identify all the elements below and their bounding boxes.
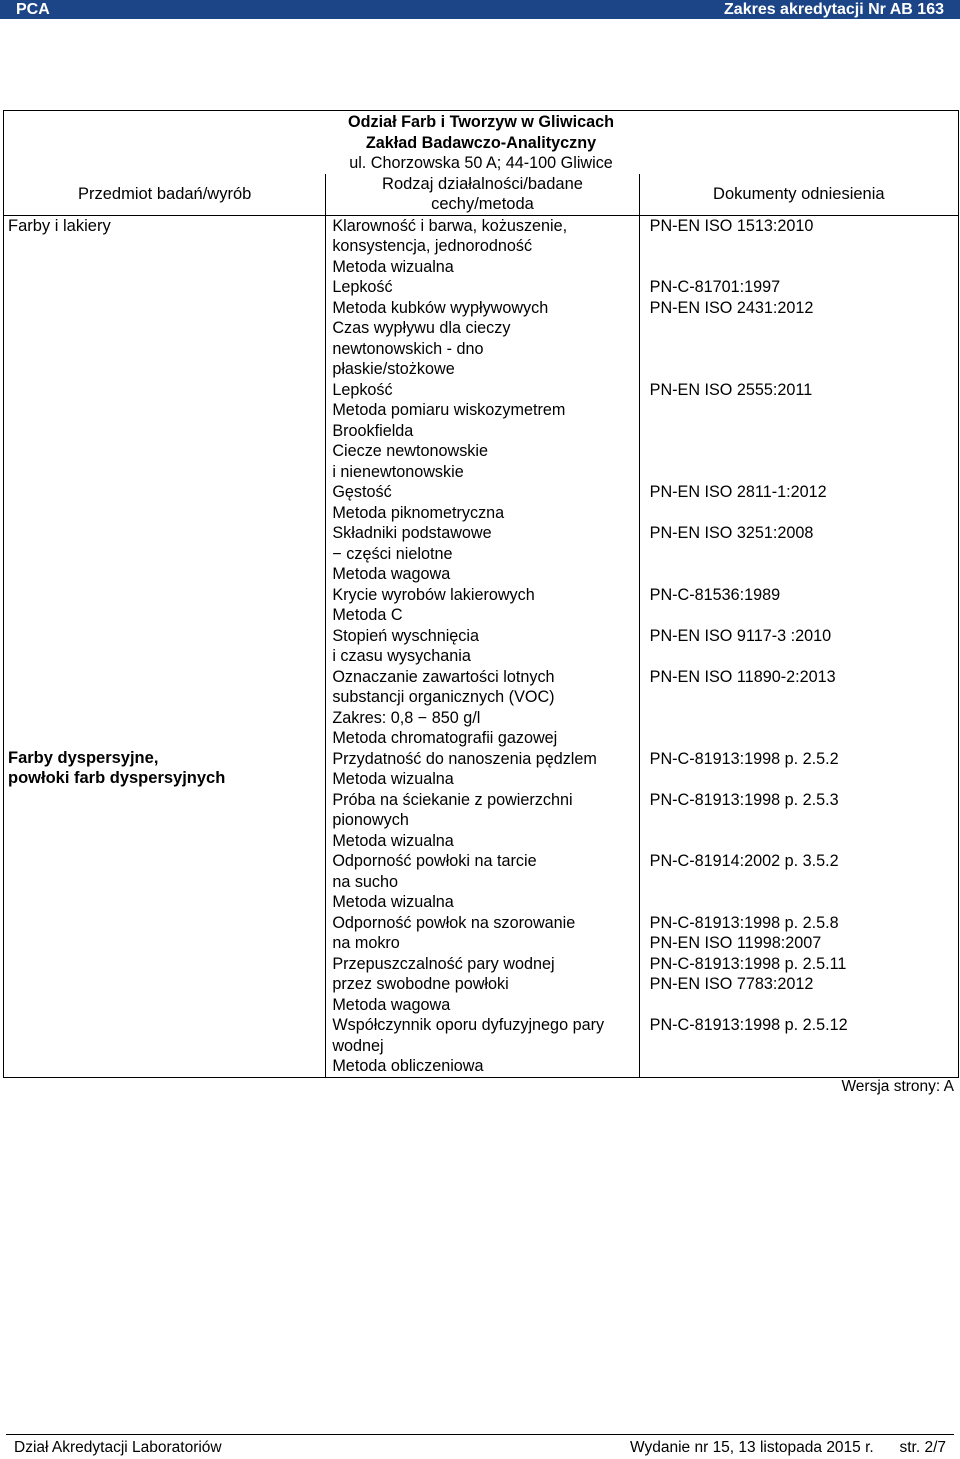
activity-line: pionowych (332, 811, 409, 829)
unit-header-row (4, 111, 959, 174)
column-header-row (4, 174, 959, 216)
activity-item (332, 585, 638, 626)
subject-dispersion-line1: Farby dyspersyjne, (8, 748, 159, 767)
reference-standard: PN-C-81701:1997 (649, 278, 781, 296)
activity-item (332, 626, 638, 667)
accreditation-table (3, 110, 959, 1078)
subject-column (4, 215, 326, 1077)
reference-item (650, 523, 958, 585)
reference-item (650, 585, 958, 626)
activity-line: Brookfielda (332, 421, 414, 440)
header-scope-title: Zakres akredytacji Nr AB 163 (724, 1, 944, 18)
activity-line: Metoda wizualna (332, 770, 454, 788)
activity-line: Metoda C (332, 606, 403, 624)
activity-line: konsystencja, jednorodność (332, 237, 533, 255)
page-header-bar (0, 0, 960, 19)
reference-standard: PN-C-81536:1989 (649, 585, 781, 604)
activity-item (332, 667, 638, 749)
activity-line: substancji organicznych (VOC) (332, 688, 555, 706)
reference-item (650, 482, 958, 523)
subject-dispersion-line2: powłoki farb dyspersyjnych (8, 769, 226, 787)
activity-line: Składniki podstawowe (332, 524, 492, 542)
reference-item (650, 380, 958, 483)
page-version: Wersja strony: A (841, 1078, 954, 1095)
header-org: PCA (16, 1, 50, 18)
activity-line: Lepkość (332, 278, 393, 296)
activity-line: Przydatność do nanoszenia pędzlem (332, 749, 597, 768)
activity-item (332, 749, 638, 790)
col-header-activity-line2: cechy/metoda (431, 195, 534, 213)
reference-standard: PN-C-81913:1998 p. 2.5.8 (649, 913, 839, 932)
activity-line: i nienewtonowskie (332, 462, 464, 481)
activity-item (332, 1015, 638, 1077)
unit-name: Odział Farb i Tworzyw w Gliwicach (348, 113, 614, 131)
reference-standard: PN-EN ISO 2811-1:2012 (649, 483, 827, 501)
activity-item (332, 380, 638, 483)
activity-line: Metoda pomiaru wiskozymetrem (332, 401, 566, 419)
reference-item (650, 790, 958, 852)
reference-standard: PN-C-81913:1998 p. 2.5.12 (649, 1016, 848, 1034)
activity-line: Odporność powłoki na tarcie (332, 852, 537, 870)
activity-line: na mokro (332, 934, 400, 952)
col-header-documents: Dokumenty odniesienia (639, 174, 958, 216)
activity-line: Ciecze newtonowskie (332, 442, 488, 460)
activity-item (332, 277, 638, 380)
activity-line: Klarowność i barwa, kożuszenie, (332, 216, 568, 235)
col-header-activity-line1: Rodzaj działalności/badane (382, 174, 583, 193)
activity-line: Metoda wagowa (332, 995, 451, 1014)
reference-item (650, 851, 958, 913)
unit-address: ul. Chorzowska 50 A; 44-100 Gliwice (349, 154, 613, 172)
reference-item (650, 1015, 958, 1077)
activity-item (332, 851, 638, 913)
activity-item (332, 482, 638, 523)
footer-divider (6, 1434, 954, 1435)
activity-line: Metoda wizualna (332, 893, 454, 911)
activity-line: przez swobodne powłoki (332, 975, 509, 993)
reference-item (650, 626, 958, 667)
activity-line: Czas wypływu dla cieczy (332, 319, 511, 337)
reference-standard: PN-EN ISO 11890-2:2013 (649, 667, 836, 686)
activity-line: Metoda obliczeniowa (332, 1057, 484, 1075)
activity-list (332, 216, 638, 1077)
reference-standard: PN-EN ISO 9117-3 :2010 (649, 626, 832, 645)
activity-item (332, 523, 638, 585)
col-header-subject: Przedmiot badań/wyrób (4, 174, 326, 216)
activity-line: newtonowskich - dno (332, 339, 484, 358)
reference-item (650, 216, 958, 278)
activity-line: Metoda wagowa (332, 565, 451, 583)
activity-line: płaskie/stożkowe (332, 360, 455, 378)
body-row (4, 215, 959, 1077)
unit-cell (4, 111, 959, 174)
activity-line: Oznaczanie zawartości lotnych (332, 667, 555, 686)
activity-line: Metoda piknometryczna (332, 503, 505, 522)
reference-standard: PN-EN ISO 2555:2011 (649, 380, 813, 399)
documents-column (639, 215, 958, 1077)
activity-line: Metoda wizualna (332, 257, 454, 276)
documents-list (650, 216, 958, 1077)
activity-line: na sucho (332, 872, 399, 891)
activity-line: i czasu wysychania (332, 647, 471, 665)
footer-department: Dział Akredytacji Laboratoriów (14, 1439, 222, 1456)
activity-line: Metoda kubków wypływowych (332, 298, 549, 317)
activity-line: Próba na ściekanie z powierzchni (332, 790, 573, 809)
activity-line: Stopień wyschnięcia (332, 626, 479, 645)
reference-standard: PN-EN ISO 1513:2010 (649, 216, 814, 235)
activity-line: Odporność powłok na szorowanie (332, 913, 576, 932)
activity-line: Krycie wyrobów lakierowych (332, 585, 535, 604)
reference-item (650, 667, 958, 749)
reference-item (650, 277, 958, 380)
activity-line: Gęstość (332, 483, 392, 501)
reference-item (650, 954, 958, 1016)
activity-item (332, 913, 638, 954)
col-header-activity (326, 174, 639, 216)
unit-lab: Zakład Badawczo-Analityczny (365, 133, 597, 152)
activity-line: wodnej (332, 1036, 384, 1055)
reference-standard: PN-C-81913:1998 p. 2.5.2 (649, 749, 839, 768)
reference-standard: PN-EN ISO 2431:2012 (649, 298, 814, 317)
footer-edition: Wydanie nr 15, 13 listopada 2015 r. (630, 1439, 874, 1456)
activity-line: Metoda chromatografii gazowej (332, 729, 558, 747)
reference-standard: PN-C-81914:2002 p. 3.5.2 (649, 852, 839, 870)
subject-paints: Farby i lakiery (8, 216, 111, 235)
activity-line: Metoda wizualna (332, 831, 454, 850)
activity-item (332, 790, 638, 852)
activity-line: Przepuszczalność pary wodnej (332, 954, 555, 973)
reference-standard: PN-C-81913:1998 p. 2.5.3 (649, 790, 839, 809)
activity-item (332, 954, 638, 1016)
reference-standard: PN-EN ISO 7783:2012 (649, 975, 814, 993)
page-footer (0, 1434, 960, 1459)
reference-standard: PN-EN ISO 3251:2008 (649, 524, 814, 542)
activity-line: Współczynnik oporu dyfuzyjnego pary (332, 1016, 605, 1034)
reference-item (650, 749, 958, 790)
footer-page-number: str. 2/7 (899, 1439, 946, 1456)
reference-item (650, 913, 958, 954)
reference-standard: PN-EN ISO 11998:2007 (649, 934, 822, 952)
activity-line: − części nielotne (332, 544, 453, 563)
activity-item (332, 216, 638, 278)
activity-line: Zakres: 0,8 − 850 g/l (332, 708, 481, 727)
reference-standard: PN-C-81913:1998 p. 2.5.11 (649, 954, 847, 973)
activity-column (326, 215, 639, 1077)
activity-line: Lepkość (332, 380, 393, 399)
